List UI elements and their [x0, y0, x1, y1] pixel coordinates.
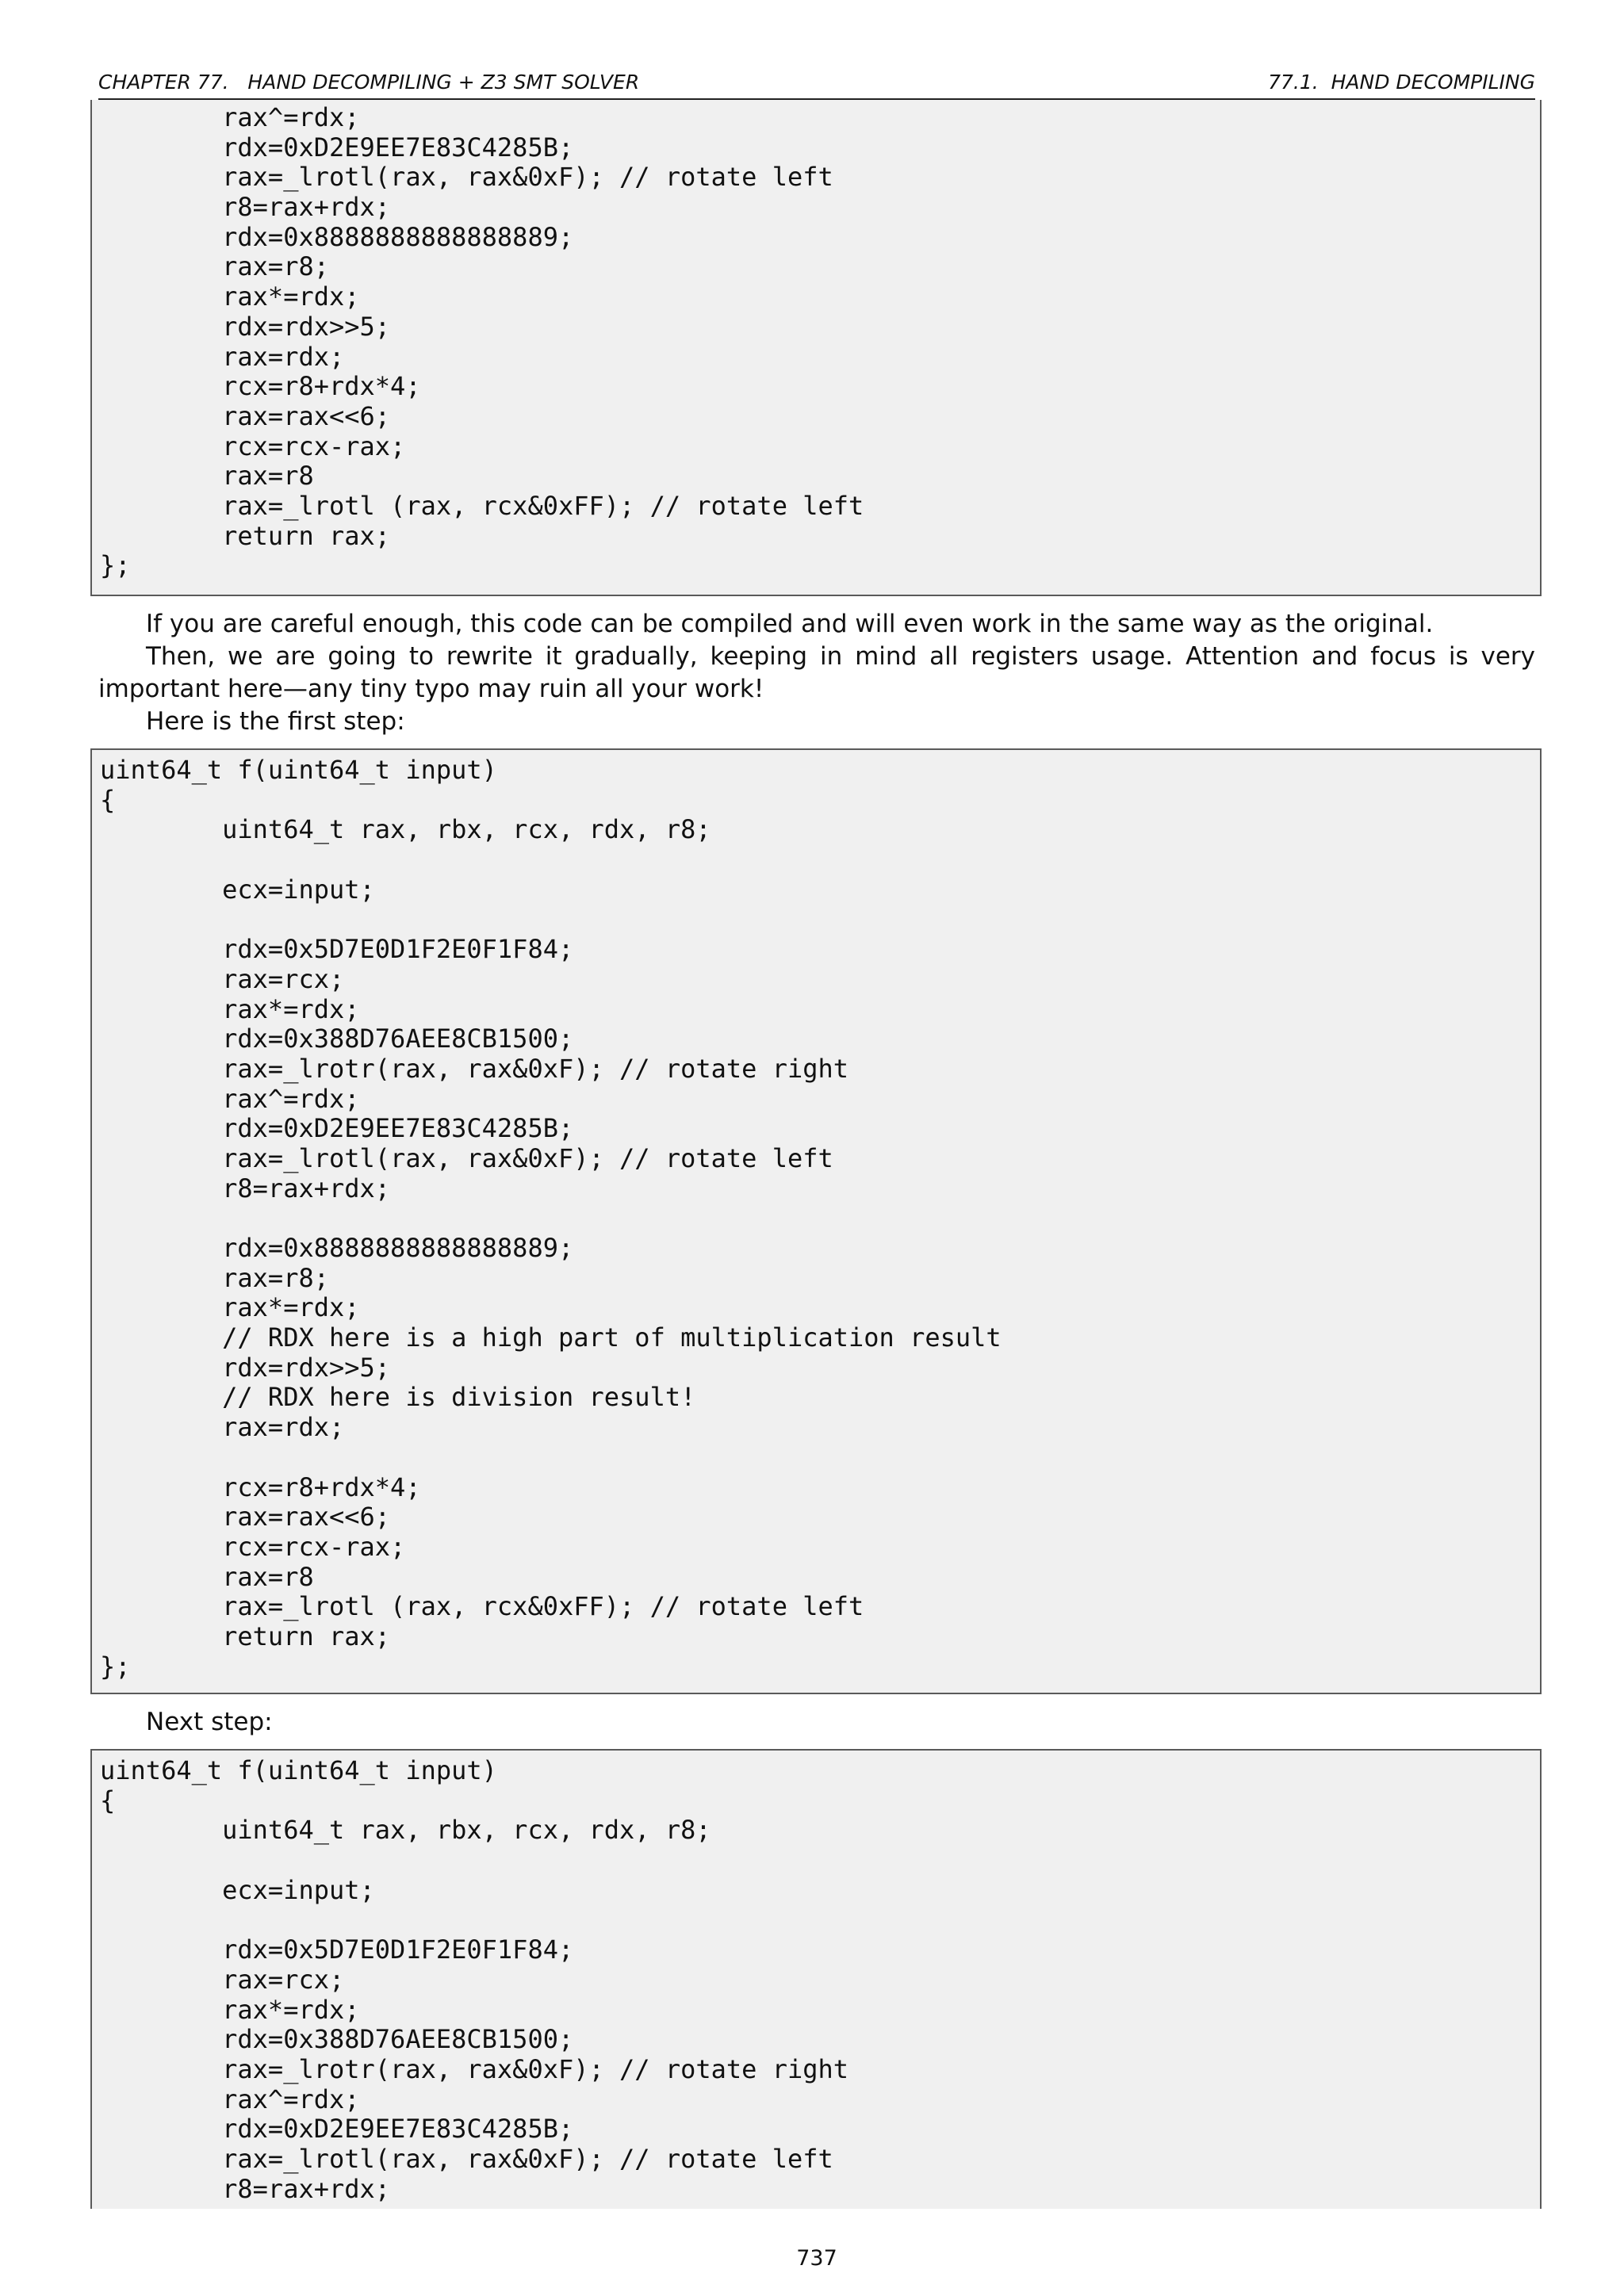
code-line: rdx=0x388D76AEE8CB1500; [100, 1024, 574, 1054]
code-line [100, 1443, 1532, 1473]
code-line [100, 1905, 1532, 1935]
code-line: { [100, 784, 116, 815]
code-line: rdx=0x5D7E0D1F2E0F1F84; [100, 1934, 574, 1965]
code-line: rax*=rdx; [100, 993, 360, 1024]
paragraph-rewrite-note: Then, we are going to rewrite it gradually, keeping in mind all registers usage. Attention and focus is very important here—any tiny typo may ruin all your work! [98, 642, 1535, 703]
code-line: rax=r8; [100, 251, 329, 282]
code-line: rdx=0x8888888888888889; [100, 221, 574, 252]
code-line: rdx=0x5D7E0D1F2E0F1F84; [100, 934, 574, 965]
code-line: rax=r8 [100, 1561, 314, 1592]
code-line: uint64_t f(uint64_t input) [100, 1755, 497, 1785]
code-line: rcx=r8+rdx*4; [100, 1471, 421, 1502]
paragraph-compile-note: If you are careful enough, this code can be compiled and will even work in the same way as the original. [146, 610, 1434, 638]
code-line: rcx=rcx-rax; [100, 430, 406, 461]
code-line: rax=rax<<6; [100, 1502, 391, 1533]
code-line: rcx=rcx-rax; [100, 1531, 406, 1562]
code-line: rdx=0x388D76AEE8CB1500; [100, 2024, 574, 2055]
header-chapter-title: CHAPTER 77. HAND DECOMPILING + Z3 SMT SOLVER [98, 71, 640, 94]
code-line: rax*=rdx; [100, 1994, 360, 2025]
code-line: rax=rdx; [100, 341, 345, 372]
page-number: 737 [796, 2246, 837, 2271]
code-line: rdx=0x8888888888888889; [100, 1233, 574, 1263]
code-line: rdx=0xD2E9EE7E83C4285B; [100, 132, 574, 163]
code-line: rax=_lrotl (rax, rcx&0xFF); // rotate left [100, 1591, 864, 1622]
code-line: rax*=rdx; [100, 281, 360, 312]
code-line: uint64_t f(uint64_t input) [100, 755, 497, 785]
code-line: rax=_lrotl(rax, rax&0xF); // rotate left [100, 1142, 833, 1173]
code-line: rax^=rdx; [100, 2084, 360, 2114]
code-line: rax=_lrotr(rax, rax&0xF); // rotate right [100, 1053, 849, 1084]
code-line: { [100, 1785, 116, 1816]
code-line: rdx=rdx>>5; [100, 311, 391, 342]
document-page [98, 0, 1535, 2296]
code-line: rcx=r8+rdx*4; [100, 371, 421, 402]
code-line: r8=rax+rdx; [100, 192, 391, 223]
code-line: rax=_lrotr(rax, rax&0xF); // rotate right [100, 2053, 849, 2084]
code-line: // RDX here is division result! [100, 1382, 696, 1413]
code-line: r8=rax+rdx; [100, 1173, 391, 1203]
code-line: }; [100, 550, 131, 581]
code-line: uint64_t rax, rbx, rcx, rdx, r8; [100, 1815, 711, 1846]
code-line: ecx=input; [100, 874, 375, 905]
paragraph-next-step: Next step: [146, 1708, 273, 1736]
code-line: }; [100, 1651, 131, 1682]
code-line [100, 1846, 1532, 1876]
code-line [100, 905, 1532, 935]
code-line: rax*=rdx; [100, 1292, 360, 1323]
code-line: rdx=rdx>>5; [100, 1352, 391, 1383]
code-line: uint64_t rax, rbx, rcx, rdx, r8; [100, 814, 711, 845]
header-section-title: 77.1. HAND DECOMPILING [1268, 71, 1535, 94]
code-listing-continued [90, 100, 1542, 596]
running-header [98, 67, 1535, 100]
code-line: rax=rcx; [100, 963, 345, 994]
code-line: rdx=0xD2E9EE7E83C4285B; [100, 2114, 574, 2145]
code-line: rax=_lrotl(rax, rax&0xF); // rotate left [100, 2143, 833, 2174]
code-line: rax^=rdx; [100, 102, 360, 132]
code-line: rax^=rdx; [100, 1083, 360, 1114]
code-line: rdx=0xD2E9EE7E83C4285B; [100, 1113, 574, 1144]
code-line: rax=r8 [100, 461, 314, 492]
code-line: rax=rcx; [100, 1964, 345, 1995]
code-line: return rax; [100, 520, 391, 551]
code-line: r8=rax+rdx; [100, 2173, 391, 2204]
code-line: rax=rax<<6; [100, 400, 391, 431]
code-line: rax=_lrotl (rax, rcx&0xFF); // rotate left [100, 490, 864, 521]
code-line [100, 845, 1532, 875]
code-listing-first-step [90, 748, 1542, 1694]
code-line: rax=_lrotl(rax, rax&0xF); // rotate left [100, 162, 833, 193]
code-line: // RDX here is a high part of multiplication result [100, 1322, 1002, 1353]
paragraph-first-step: Here is the first step: [146, 707, 405, 736]
code-listing-next-step [90, 1749, 1542, 2209]
code-line: rax=rdx; [100, 1412, 345, 1443]
code-line: rax=r8; [100, 1262, 329, 1293]
code-line [100, 1203, 1532, 1234]
code-line: return rax; [100, 1621, 391, 1651]
code-line: ecx=input; [100, 1874, 375, 1905]
